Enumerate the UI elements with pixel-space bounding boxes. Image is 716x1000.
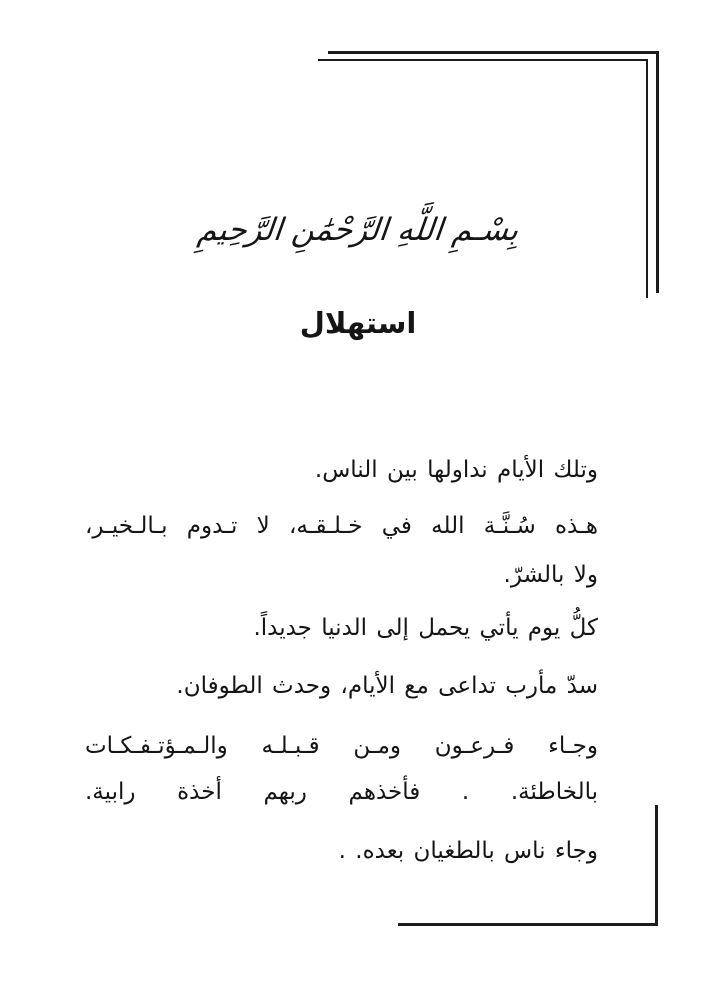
body-line: هـذه سُـنَّـة الله في خـلـقـه، لا تـدوم بـالـخيـر، xyxy=(85,513,598,539)
frame-inner-top-line xyxy=(318,59,648,61)
frame-bottom-right-line xyxy=(655,805,658,926)
frame-outer-top-line xyxy=(328,51,659,54)
basmala-text: بِسْـمِ اللَّهِ الرَّحْمَٰنِ الرَّحِيمِ xyxy=(195,212,521,248)
body-line: وجاء ناس بالطغيان بعده. . xyxy=(338,838,598,864)
frame-inner-right-line xyxy=(646,59,648,298)
body-line: وجـاء فـرعـون ومـن قـبـلـه والـمـؤتـفـكـات xyxy=(85,733,598,759)
body-line: سدّ مأرب تداعى مع الأيام، وحدث الطوفان. xyxy=(176,673,598,699)
body-line: بالخاطئة. . فأخذهم ربهم أخذة رابية. xyxy=(85,779,598,805)
section-heading: استهلال xyxy=(299,306,417,340)
body-line: ولا بالشرّ. xyxy=(503,562,598,588)
frame-outer-right-line xyxy=(656,51,659,293)
frame-bottom-line xyxy=(398,923,658,926)
body-line: وتلك الأيام نداولها بين الناس. xyxy=(314,457,598,483)
body-line: كلُّ يوم يأتي يحمل إلى الدنيا جديداً. xyxy=(253,615,598,641)
